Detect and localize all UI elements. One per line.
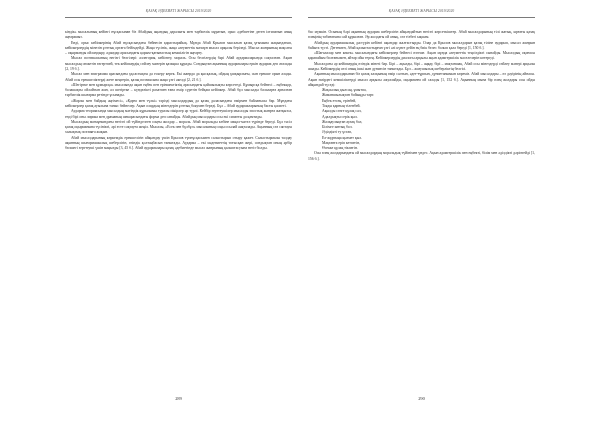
verse-line: Ел-жұртыңа қызмет қыл. xyxy=(322,135,363,140)
verse-line: Өсекке құлақ тікпегін. xyxy=(322,146,358,151)
verse-line: Әділдікті ту ұстап, xyxy=(322,130,353,135)
right-paragraph: Абайдың аудармашылық дәстүрін кейінгі ақындар жалғастырды. Олар да Крылов мысалдарын қазақ тіліне аударып, мысал жанрын байыта түсті. Дегенмен, Абай қалыптастырған үлгі әлі күнге дейін ең биік белес болып қала береді [1, 150 б.]. xyxy=(308,40,535,50)
left-page xyxy=(65,9,292,401)
verse-line: Тояды қарның тіленбей. xyxy=(322,103,361,108)
right-page-number: 290 xyxy=(418,396,425,401)
left-running-head: ҚАЗАҚ ӘДЕБИЕТІ ЖАРЫСЫ 2019/2020 xyxy=(145,9,212,13)
right-running-head: ҚАЗАҚ ӘДЕБИЕТІ ЖАРЫСЫ 2019/2020 xyxy=(388,9,455,13)
right-paragraph: Мысалдағы әр кейіпкердің өзіндік мінезі бар. Бірі – ақылды, бірі – аңқау, бірі – мақтаншақ. Абай осы мінездерді сөйлеу мәнері арқылы ашады. Кейіпкердің сөзі оның ішкі жан дүниесін танытады. Бұл – жазушылық шеберліктің белгісі. xyxy=(308,61,535,71)
left-paragraph: «Жарлы мен байдың әңгімесі», «Қарға мен түлкі» тәрізді мысалдардың да қазақ даласындағы өмірмен байланысы бар. Мұндағы кейіпкерлер қазақ ауылына таныс бейнелер. Ақын олардың мінездерін ұлттық бояумен береді. Бұл – Абай аудармаларының басты қасиеті. xyxy=(65,98,292,108)
right-paragraph: Осы өлең жолдарындағы ой мысалдардың моральдық түйінімен үндес. Ақын адамгершілік пен еңбекті, білім мен әділдікті дәріптейді [1, 156 б.]. xyxy=(308,151,535,161)
verse-line: Білімге ынтық бол. xyxy=(322,125,353,130)
verse-line: Еңбек етсең, ерінбей, xyxy=(322,98,357,103)
left-paragraph: Абай мысалдарының көркемдік ерекшелігін айқындау үшін Крылов түпнұсқасымен салыстырып отыру қажет. Салыстырмалы талдау ақынның шығармашылық шеберлігін, өзіндік қолтаңбасын танытады. Аударма – екі мәдениеттің тоғысқан жері, сондықтан оның әрбір бөлшегі зерттеуші үшін маңызды [3, 45 б.]. Абай аудармалары қазақ әдебиетінде мысал жанрының қалыптасуына негіз болды. xyxy=(65,135,292,151)
left-paragraph: Мысал поэтикасының негізгі белгілері: аллегория, кейіптеу, мораль. Осы белгілердің бәрі Абай аудармаларында сақталған. Ақын мысалдың сюжетін өзгертпей, тек кейіпкердің сөйлеу мәнерін қазақша құрады. Сондықтан ақынның аудармалары еркін аударма деп аталады [2, 19 б.]. xyxy=(65,56,292,71)
right-paragraph: бас мүмкін. Осының бәрі ақынның аударма шеберлігін айқындайтын негізгі көрсеткіштер. Абай мысалдарының тілі жатық, ырғағы қазақ өлеңінің табиғатына сай құрылған. Әр жолдағы ой анық, сөз тізбегі ықшам. xyxy=(308,30,535,40)
left-page-number: 289 xyxy=(175,396,182,401)
verse-line: Жақсылық қылсаң, ұмытпа, xyxy=(322,88,367,93)
right-body-text xyxy=(308,30,535,390)
verse-line: Ақылды сөзге құлақ сал, xyxy=(322,109,362,114)
left-paragraph: «Шегіртке мен құмырсқа» мысалында ақын еңбек пен еріншектіктің арасындағы қайшылықты көрсетеді. Құмырсқа бейнесі – еңбекқор, болашақты ойлайтын жан, ал шегіртке – күнделікті рахатпен ғана өмір сүретін бейқам кейіпкер. Абай бұл мысалды балаларға арналған тәрбиелік шығарма ретінде ұсынады. xyxy=(65,82,292,98)
verse-line: Адалдықты серік қыл. xyxy=(322,114,358,119)
verse-line: Жалқаулықтан аулақ бол, xyxy=(322,119,363,124)
left-paragraph: Енді, орыс кейіпкерінің Абай нұсқасындағы бейнесін қарастырайық. Мұнда Абай Крылов мысалын қазақ ұғымына жақындатып, кейіпкерлердің мінезін ұлттық ортаға бейімдейді. Жаңа түсінік, жаңа әлеуметтік мазмұн мысал арқылы беріледі. Мысал жанрының мақсаты – оқырманды ойландыру, адамдар арасындағы қарым-қатынастың кемшілігін аңғарту. xyxy=(65,40,292,56)
right-page xyxy=(308,9,535,401)
right-paragraph: «Шағалалар мен көкек» мысалындағы кейіпкерлер бейнесі өзгеше. Ақын мұнда әлеуметтік теңсіздікті сынайды. Мысалдың оқиғасы қарапайым болғанымен, айтар ойы терең. Кейіпкерлердің диалогы арқылы ақын адамгершілік мәселелерін көтереді. xyxy=(308,51,535,61)
poem-quote xyxy=(308,88,535,151)
left-paragraph: Мысал мен эпиграмма арасындағы ұқсастықты да ескеру керек. Екі жанрда да қысқалық, ойдың ұшқырлығы, сын ерекше орын алады. Абай осы ерекшеліктерді жете меңгеріп, қазақ поэзиясына жаңа үлгі әкелді [2, 21 б.]. xyxy=(65,72,292,82)
left-paragraph: Мысалдың мазмұнындағы негізгі ой түйінделген соңғы жолдар – мораль. Абай моральды көбіне мақал-мәтел түрінде береді. Бұл тәсіл қазақ оқырманына түсінікті, әрі есте сақтауға жеңіл. Мысалы, «Есек пен бұлбұл» мысалының соңы осылай аяқталады. Ақынның сөз саптауы халықтық поэзияға жақын. xyxy=(65,119,292,135)
left-header-rule xyxy=(65,17,292,18)
left-body-text xyxy=(65,30,292,390)
right-header-rule xyxy=(308,17,535,18)
verse-line: Жаманшылықтан бойыңды тарт. xyxy=(322,93,375,98)
left-paragraph: Аударма теориясында мысалдың мәтіндік құрылымы туралы пікірлер әр түрлі. Кейбір зерттеушілер мысалды эпостық жанрға жатқызса, енді бірі оны лирика мен драманың шекарасындағы форма деп санайды. Абайдың мысалдары осы екі сипатты да қамтиды. xyxy=(65,109,292,119)
left-paragraph: кіндік» мысалының кейінгі нұсқасынан біз Абайдың ақындық даралығы мен тәрбиелік мұратын, орыс әдебиетіне деген ілтипатын анық аңғарамыз. xyxy=(65,30,292,40)
right-paragraph: Ақынның мысалдарынан біз қазақ халқының өмір салтын, әдет-ғұрпын, дүниетанымын көреміз. Абай мысалдары – өз дәуірінің айнасы. Ақын өмірдегі кемшіліктерді мысал арқылы әжуалайды, оқырманға ой салады [1, 152 б.]. Ақынның мына бір өлең жолдары осы ойды айқындай түседі: xyxy=(308,72,535,87)
verse-line: Мақтанға еріп кетпегін, xyxy=(322,140,361,145)
